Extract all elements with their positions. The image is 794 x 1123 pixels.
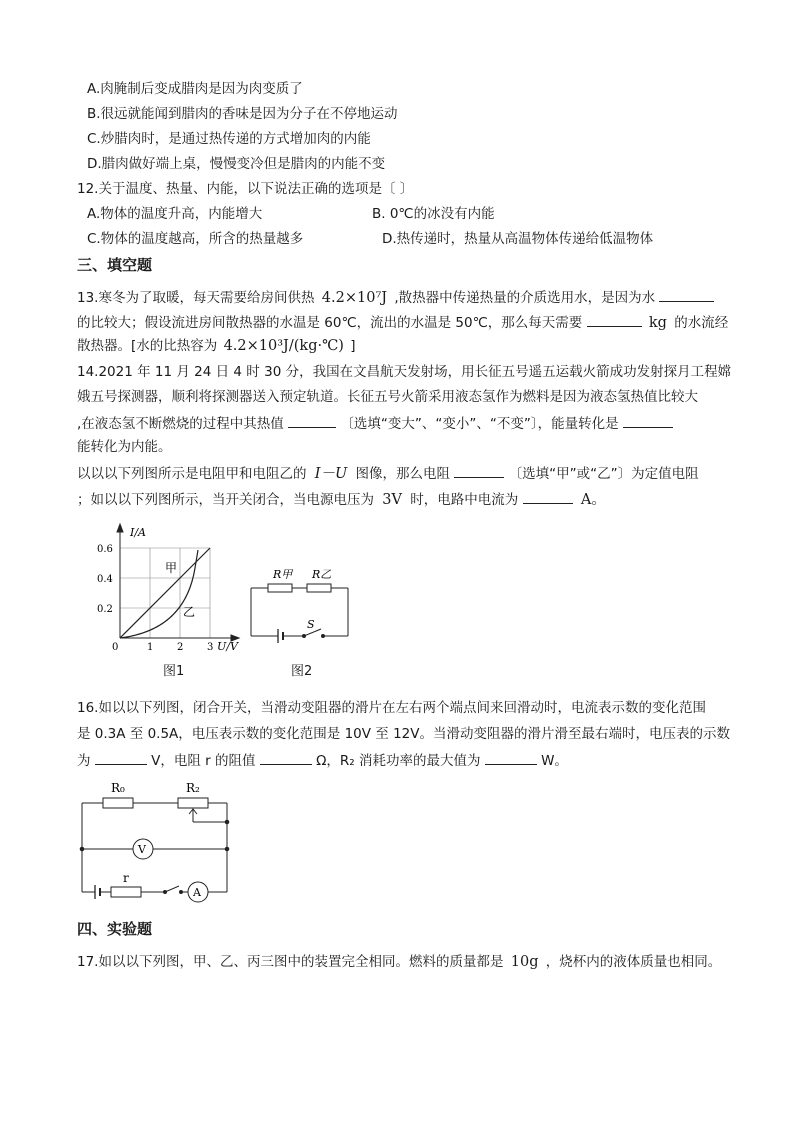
q13-text-1: 13.寒冬为了取暖，每天需要给房间供热	[77, 290, 315, 306]
q13-text-3: 的比较大；假设流进房间散热器的水温是 60℃，流出的水温是 50℃，那么每天需要	[77, 315, 583, 331]
figure-2-caption: 图2	[291, 664, 313, 679]
q11-option-b: B.很远就能闻到腊肉的香味是因为分子在不停地运动	[87, 106, 398, 122]
label-r2: R₂	[186, 781, 200, 795]
q13-line3	[77, 337, 356, 355]
q11-option-a: A.肉腌制后变成腊肉是因为肉变质了	[87, 81, 303, 97]
q15-text-1a: 以以以下列图所示是电阻甲和电阻乙的	[77, 466, 307, 482]
figure-1-iu-graph	[95, 522, 245, 654]
q15-line2	[77, 489, 606, 509]
q13-unit: kg	[648, 315, 667, 331]
q15-text-2a: ；如以以下列图所示，当开关闭合，当电源电压为	[77, 492, 374, 508]
q16-line2: 是 0.3A 至 0.5A，电压表示数的变化范围是 10V 至 12V。当滑动变阻器的滑片滑至最右端时，电压表的示数	[77, 726, 730, 742]
rheostat-r2	[178, 798, 208, 808]
q12-option-b: B. 0℃的冰没有内能	[372, 206, 495, 222]
label-r: r	[123, 871, 129, 885]
q17-mass: 10g	[510, 954, 539, 970]
x-axis-label: U/V	[217, 640, 238, 653]
resistor-jia	[268, 584, 292, 592]
q14-blank-1[interactable]	[288, 413, 336, 428]
q16-blank-1[interactable]	[95, 750, 147, 765]
q15-iu: I－U	[314, 466, 348, 482]
q16-text-3a: 为	[77, 753, 91, 769]
figure-3-circuit	[75, 778, 235, 904]
q13-specific-heat: 4.2×10³J/(kg·℃)	[223, 338, 344, 354]
q16-line3	[77, 750, 568, 770]
ytick-0.4: 0.4	[97, 574, 113, 585]
q15-blank-2[interactable]	[523, 489, 573, 504]
q13-line1	[77, 287, 714, 307]
section-heading-fill-in: 三、填空题	[77, 256, 153, 274]
xtick-0: 0	[112, 642, 119, 653]
q14-line2: 娥五号探测器，顺利将探测器送入预定轨道。长征五号火箭采用液态氢作为燃料是因为液态氢热值比较大	[77, 389, 698, 405]
q14-line4: 能转化为内能。	[77, 439, 172, 455]
q12-stem: 12.关于温度、热量、内能，以下说法正确的选项是〔 〕	[77, 181, 414, 197]
q15-blank-1[interactable]	[454, 463, 504, 478]
q15-text-1c: 〔选填“甲”或“乙”〕为定值电阻	[508, 466, 699, 482]
q15-text-2b: 时，电路中电流为	[410, 492, 519, 508]
figure-2-circuit	[245, 562, 355, 644]
q11-option-d: D.腊肉做好端上桌，慢慢变冷但是腊肉的内能不变	[87, 156, 386, 172]
q13-text-6: ]	[350, 338, 356, 354]
label-r0: R₀	[111, 781, 125, 795]
label-switch: S	[307, 618, 315, 631]
switch	[165, 886, 179, 892]
q11-option-c: C.炒腊肉时，是通过热传递的方式增加肉的内能	[87, 131, 371, 147]
q14-text-3a: ,在液态氢不断燃烧的过程中其热值	[77, 416, 284, 432]
ytick-0.6: 0.6	[97, 544, 113, 555]
figure-1-caption: 图1	[163, 664, 185, 679]
q14-blank-2[interactable]	[623, 413, 673, 428]
label-yi: 乙	[183, 605, 196, 619]
xtick-2: 2	[177, 642, 184, 653]
q16-blank-3[interactable]	[485, 750, 537, 765]
q15-unit: A。	[580, 492, 606, 508]
resistor-yi	[307, 584, 331, 592]
y-axis-label: I/A	[130, 526, 146, 539]
q13-text-5: 散热器。[水的比热容为	[77, 338, 218, 354]
q13-blank-1[interactable]	[659, 287, 714, 302]
q12-option-a: A.物体的温度升高，内能增大	[87, 206, 263, 222]
xtick-1: 1	[147, 642, 154, 653]
ytick-0.2: 0.2	[97, 604, 113, 615]
xtick-3: 3	[207, 642, 214, 653]
q13-text-2: ,散热器中传递热量的介质选用水，是因为水	[394, 290, 656, 306]
q16-text-3b: V，电阻 r 的阻值	[151, 753, 256, 769]
q15-line1	[77, 463, 699, 483]
curve-yi	[120, 550, 198, 638]
label-r-yi: R乙	[312, 568, 332, 581]
label-voltmeter: V	[138, 843, 146, 856]
q16-text-3d: W。	[541, 753, 568, 769]
q15-text-1b: 图像，那么电阻	[355, 466, 451, 482]
q13-line2	[77, 312, 728, 332]
q17-text-1: 17.如以以下列图，甲、乙、丙三图中的装置完全相同。燃料的质量都是	[77, 954, 504, 970]
resistor-r	[111, 887, 141, 897]
q14-line1: 14.2021 年 11 月 24 日 4 时 30 分，我国在文昌航天发射场，用长征五号遥五运载火箭成功发射探月工程嫦	[77, 364, 732, 380]
q14-line3	[77, 413, 673, 433]
section-heading-experiment: 四、实验题	[77, 920, 153, 938]
q13-heat-value: 4.2×10⁷J	[321, 290, 388, 306]
q17-text-2: ，烧杯内的液体质量也相同。	[545, 954, 722, 970]
label-r-jia: R甲	[273, 568, 293, 581]
resistor-r0	[103, 798, 133, 808]
q17-line1	[77, 953, 721, 971]
q16-text-3c: Ω，R₂ 消耗功率的最大值为	[316, 753, 481, 769]
q12-option-c: C.物体的温度越高，所含的热量越多	[87, 231, 304, 247]
q15-voltage: 3V	[382, 492, 402, 508]
label-ammeter: A	[193, 886, 201, 899]
label-jia: 甲	[165, 561, 178, 575]
q13-blank-2[interactable]	[587, 312, 642, 327]
q12-option-d: D.热传递时，热量从高温物体传递给低温物体	[382, 231, 654, 247]
q13-text-4: 的水流经	[674, 315, 729, 331]
q16-line1: 16.如以以下列图，闭合开关，当滑动变阻器的滑片在左右两个端点间来回滑动时，电流表示数的变化范围	[77, 700, 706, 716]
q16-blank-2[interactable]	[260, 750, 312, 765]
q14-text-3b: 〔选填“变大”、“变小”、“不变”〕，能量转化是	[340, 416, 619, 432]
